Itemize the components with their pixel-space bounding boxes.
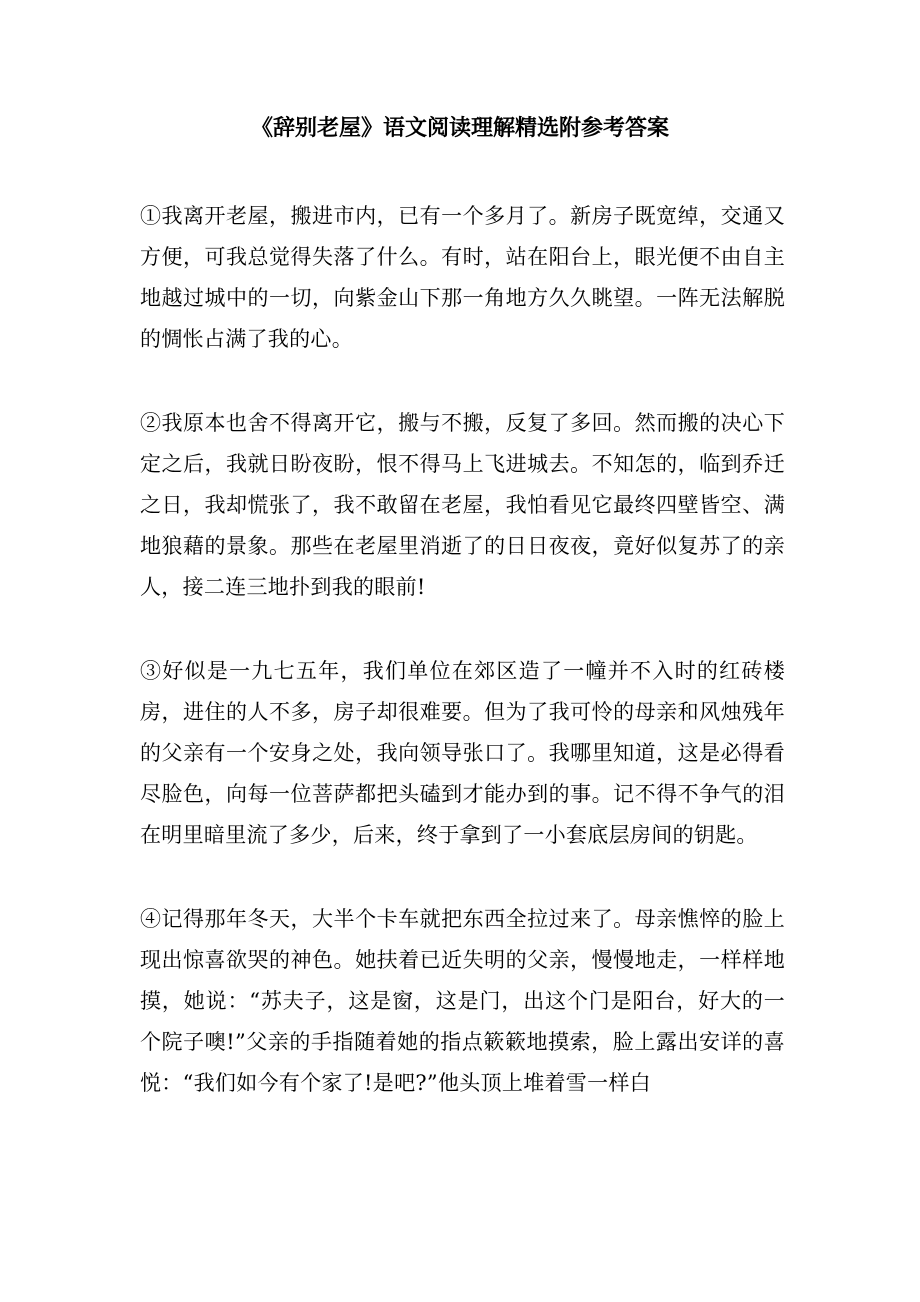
paragraph-4: ④记得那年冬天，大半个卡车就把东西全拉过来了。母亲憔悴的脸上现出惊喜欲哭的神色。她扶着已近失明的父亲，慢慢地走，一样样地摸，她说：“苏夫子，这是窗，这是门，出这个门是阳台，好大的一个院子噢!”父亲的手指随着她的指点簌簌地摸索，脸上露出安详的喜悦：“我们如今有个家了!是吧?”他头顶上堆着雪一样白: [140, 907, 785, 1095]
paragraph-1: ①我离开老屋，搬进市内，已有一个多月了。新房子既宽绰，交通又方便，可我总觉得失落了什么。有时，站在阳台上，眼光便不由自主地越过城中的一切，向紫金山下那一角地方久久眺望。一阵无法解脱的惆怅占满了我的心。: [140, 204, 785, 351]
paragraph-3: ③好似是一九七五年，我们单位在郊区造了一幢并不入时的红砖楼房，进住的人不多，房子却很难要。但为了我可怜的母亲和风烛残年的父亲有一个安身之处，我向领导张口了。我哪里知道，这是必得看尽脸色，向每一位菩萨都把头磕到才能办到的事。记不得不争气的泪在明里暗里流了多少，后来，终于拿到了一小套底层房间的钥匙。: [140, 659, 785, 847]
page-title: 《辞别老屋》语文阅读理解精选附参考答案: [250, 115, 669, 141]
article-body: [140, 196, 785, 1147]
paragraph-2: ②我原本也舍不得离开它，搬与不搬，反复了多回。然而搬的决心下定之后，我就日盼夜盼，恨不得马上飞进城去。不知怎的，临到乔迁之日，我却慌张了，我不敢留在老屋，我怕看见它最终四壁皆空、满地狼藉的景象。那些在老屋里消逝了的日日夜夜，竟好似复苏了的亲人，接二连三地扑到我的眼前!: [140, 411, 785, 599]
